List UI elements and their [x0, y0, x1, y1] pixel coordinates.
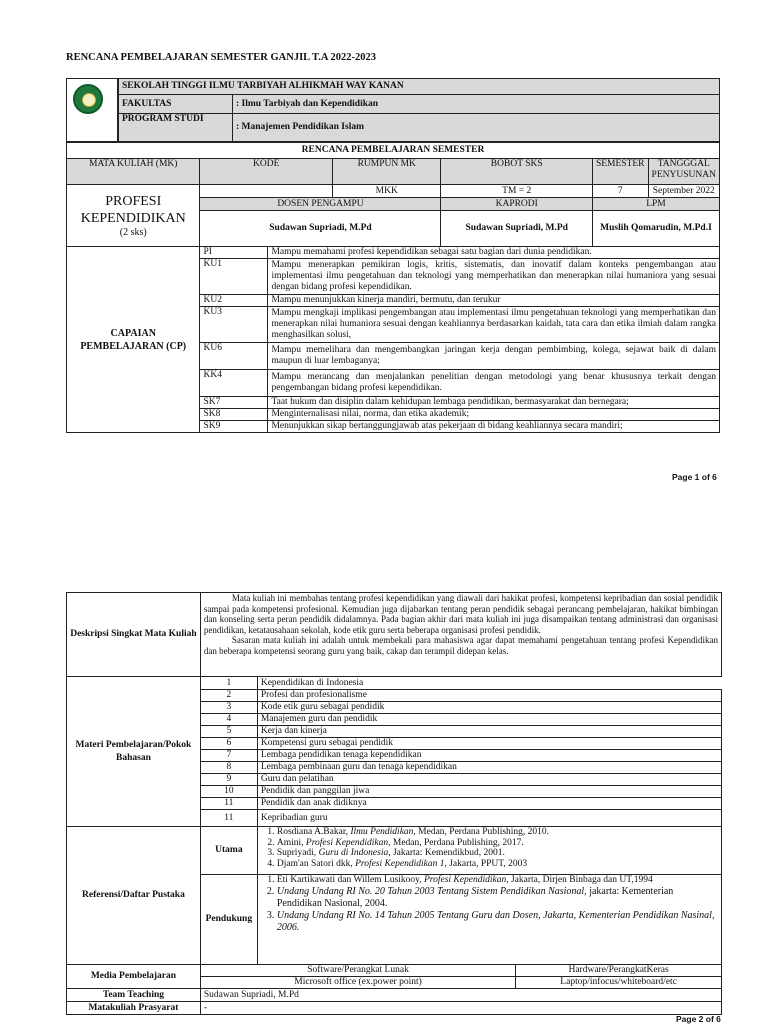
rps-heading: RENCANA PEMBELAJARAN SEMESTER: [67, 143, 720, 159]
utama-list-cell: [257, 827, 721, 875]
rps-detail-table: [66, 592, 722, 1015]
cp-text: Mampu memelihara dan mengembangkan jaringan kerja dengan pembimbing, kolega, sejawat baik di dalam maupun di luar lembaganya;: [268, 343, 720, 370]
tanggal-value: September 2022: [648, 185, 719, 198]
kode-value: [200, 185, 333, 198]
cp-text: Menunjukkan sikap bertanggungjawab atas pekerjaan di bidang keahliannya secara mandiri;: [268, 421, 720, 433]
reference-item: 2. Amini, Profesi Kependidikan, Medan, Perdana Publishing, 2017.: [277, 838, 718, 849]
cp-code: SK9: [200, 421, 268, 433]
fakultas-value: : Ilmu Tarbiyah dan Kependidikan: [233, 95, 720, 114]
materi-item: Guru dan pelatihan: [257, 774, 721, 786]
media-label: Media Pembelajaran: [67, 965, 201, 989]
reference-item: 4. Djam'an Satori dkk, Profesi Kependidikan 1, Jakarta, PPUT, 2003: [277, 859, 718, 870]
prasyarat-value: -: [200, 1002, 721, 1015]
logo-cell: [66, 78, 118, 142]
cp-code: PI: [200, 247, 268, 259]
materi-no: 7: [200, 750, 257, 762]
cp-code: SK8: [200, 409, 268, 421]
kaprodi-label: KAPRODI: [441, 198, 592, 211]
mk-name: PROFESI KEPENDIDIKAN: [80, 194, 186, 226]
team-teaching-value: Sudawan Supriadi, M.Pd: [200, 989, 721, 1002]
materi-no: 9: [200, 774, 257, 786]
rps-main-table: [66, 142, 720, 433]
materi-item: Kode etik guru sebagai pendidik: [257, 702, 721, 714]
utama-list: [261, 827, 718, 869]
reference-item: 1. Eti Kartikawati dan Willem Lusikooy, Profesi Kependidikan, Jakarta, Dirjen Binbaga dan UT,1994: [277, 875, 718, 886]
dosen-value: Sudawan Supriadi, M.Pd: [200, 211, 441, 247]
prodi-label: PROGRAM STUDI: [119, 114, 233, 142]
materi-no: 10: [200, 786, 257, 798]
materi-item: Kompetensi guru sebagai pendidik: [257, 738, 721, 750]
page-number: Page 1 of 6: [672, 472, 717, 482]
referensi-label: Referensi/Daftar Pustaka: [67, 827, 201, 965]
lpm-value: Muslih Qomarudin, M.Pd.I: [592, 211, 719, 247]
hardware-value: Laptop/infocus/whiteboard/etc: [516, 977, 722, 989]
pendukung-list-cell: [257, 875, 721, 965]
reference-item: 2. Undang Undang RI No. 20 Tahun 2003 Tentang Sistem Pendidikan Nasional, jakarta: Kementerian Pendidikan Nasional, 2004.: [277, 886, 718, 910]
materi-no: 6: [200, 738, 257, 750]
materi-item: Lembaga pendidikan tenaga kependidikan: [257, 750, 721, 762]
cp-code: KU6: [200, 343, 268, 370]
cp-text: Mampu merancang dan menjalankan penelitian dengan metodologi yang benar khususnya terkait dengan pengembangan bidang profesi kependidikan.: [268, 370, 720, 397]
institution-name: SEKOLAH TINGGI ILMU TARBIYAH ALHIKMAH WAY KANAN: [119, 79, 720, 95]
materi-no: 8: [200, 762, 257, 774]
mk-name-cell: [67, 185, 200, 247]
col-rumpun: RUMPUN MK: [333, 159, 441, 185]
col-kode: KODE: [200, 159, 333, 185]
materi-item: Pendidik dan anak didiknya: [257, 798, 721, 810]
col-bobot: BOBOT SKS: [441, 159, 592, 185]
hardware-label: Hardware/PerangkatKeras: [516, 965, 722, 977]
pendukung-list: [261, 875, 718, 934]
deskripsi-paragraph-1: Mata kuliah ini membahas tentang profesi kependidikan yang diawali dari hakikat profesi, kompetensi kepribadian dan sosial pendidik sampai pada kompetensi profesional. Kemudian juga dijabarkan tentang peran pendidik sebagai perancang pembelajaran, hakikat bimbingan dan konseling serta peran pendidik didalamnya. Pada bagian akhir dari mata kuliah ini juga disampaikan tentang administrasi dan organisasi pendidikan, ketatausahaan sekolah, kode etik guru serta beberapa organisasi profesi pendidik.: [203, 593, 718, 635]
cp-code: KU1: [200, 259, 268, 295]
materi-no: 3: [200, 702, 257, 714]
cp-code: KU2: [200, 295, 268, 307]
mk-sks: (2 sks): [119, 227, 147, 238]
reference-item: 3. Supriyadi, Guru di Indonesia, Jakarta: Kemendikbud, 2001.: [277, 848, 718, 859]
cp-text: Mampu memahami profesi kependidikan sebagai satu bagian dari dunia pendidikan.: [268, 247, 720, 259]
materi-no: 1: [200, 677, 257, 690]
rumpun-value: MKK: [333, 185, 441, 198]
cp-code: KK4: [200, 370, 268, 397]
deskripsi-cell: [200, 593, 721, 677]
materi-no: 11: [200, 810, 257, 827]
cp-text: Mampu menerapkan pemikiran logis, kritis, sistematis, dan inovatif dalam konteks pengembangan atau implementasi ilmu pengetahuan dan teknologi yang memperhatikan dan menerapkan nilai humaniora yang sesuai dengan bidang profesi kependidikan.: [268, 259, 720, 295]
cp-code: SK7: [200, 397, 268, 409]
team-teaching-label: Team Teaching: [67, 989, 201, 1002]
utama-label: Utama: [200, 827, 257, 875]
materi-item: Kepribadian guru: [257, 810, 721, 827]
materi-item: Kerja dan kinerja: [257, 726, 721, 738]
software-value: Microsoft office (ex.power point): [200, 977, 515, 989]
cp-text: Menginternalisasi nilai, norma, dan etika akademik;: [268, 409, 720, 421]
pendukung-label: Pendukung: [200, 875, 257, 965]
materi-item: Manajemen guru dan pendidik: [257, 714, 721, 726]
materi-label: Materi Pembelajaran/Pokok Bahasan: [67, 677, 201, 827]
reference-item: 1. Rosdiana A.Bakar, Ilmu Pendidikan, Medan, Perdana Publishing, 2010.: [277, 827, 718, 838]
materi-no: 4: [200, 714, 257, 726]
reference-item: 3. Undang Undang RI No. 14 Tahun 2005 Tentang Guru dan Dosen, Jakarta, Kementerian Pendidikan Nasinal, 2006.: [277, 910, 718, 934]
cp-text: Taat hukum dan disiplin dalam kehidupan lembaga pendidikan, bermasyarakat dan bernegara;: [268, 397, 720, 409]
institution-logo-icon: [73, 84, 103, 114]
cp-code: KU3: [200, 307, 268, 343]
deskripsi-paragraph-2: Sasaran mata kuliah ini adalah untuk membekali para mahasiswa agar dapat memahami pengetahuan tentang profesi Kependidikan dan beberapa kompetensi seorang guru yang baik, cakap dan terampil didepan kelas.: [203, 635, 718, 656]
page-number: Page 2 of 6: [676, 1014, 721, 1024]
software-label: Software/Perangkat Lunak: [200, 965, 515, 977]
lpm-label: LPM: [592, 198, 719, 211]
deskripsi-label: Deskripsi Singkat Mata Kuliah: [67, 593, 201, 677]
kaprodi-value: Sudawan Supriadi, M.Pd: [441, 211, 592, 247]
materi-no: 11: [200, 798, 257, 810]
materi-no: 5: [200, 726, 257, 738]
materi-item: Pendidik dan panggilan jiwa: [257, 786, 721, 798]
materi-item: Lembaga pembinaan guru dan tenaga kependidikan: [257, 762, 721, 774]
dosen-label: DOSEN PENGAMPU: [200, 198, 441, 211]
document-title: RENCANA PEMBELAJARAN SEMESTER GANJIL T.A 2022-2023: [66, 52, 376, 63]
col-semester: SEMESTER: [592, 159, 648, 185]
materi-no: 2: [200, 690, 257, 702]
materi-item: Kependidikan di Indonesia: [257, 677, 721, 690]
cp-label: CAPAIAN PEMBELAJARAN (CP): [67, 247, 200, 433]
fakultas-label: FAKULTAS: [119, 95, 233, 114]
cp-text: Mampu mengkaji implikasi pengembangan atau implementasi ilmu pengetahuan teknologi yang memperhatikan dan menerapkan nilai humaniora sesuai dengan keahliannya berdasarkan kaidah, tata cara dan etika ilmiah dalam rangka menghasilkan solusi,: [268, 307, 720, 343]
prasyarat-label: Matakuliah Prasyarat: [67, 1002, 201, 1015]
col-tanggal: TANGGGAL PENYUSUNAN: [648, 159, 719, 185]
materi-item: Profesi dan profesionalisme: [257, 690, 721, 702]
prodi-value: : Manajemen Pendidikan Islam: [233, 114, 720, 142]
col-mata-kuliah: MATA KULIAH (MK): [67, 159, 200, 185]
bobot-value: TM = 2: [441, 185, 592, 198]
semester-value: 7: [592, 185, 648, 198]
cp-text: Mampu menunjukkan kinerja mandiri, bermutu, dan terukur: [268, 295, 720, 307]
